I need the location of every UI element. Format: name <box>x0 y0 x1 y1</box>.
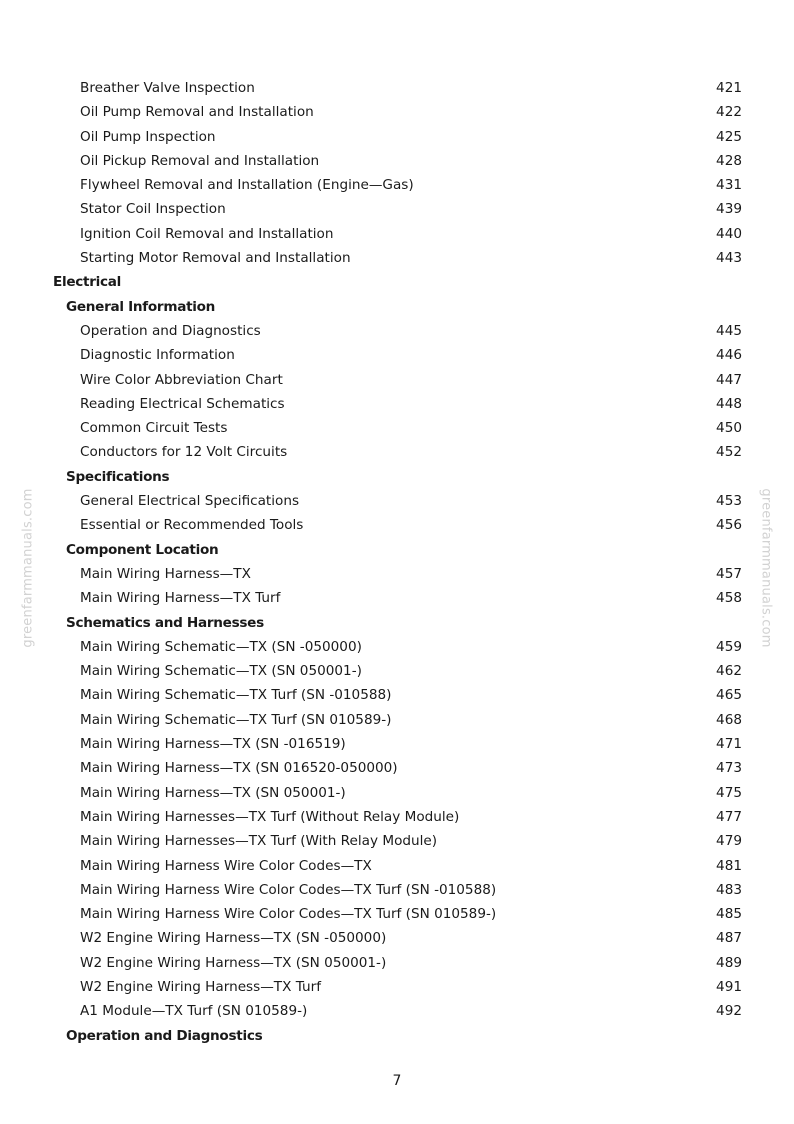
toc-entry <box>0 392 794 416</box>
toc-entry-title: Main Wiring Schematic—TX (SN -050000) <box>80 638 362 655</box>
toc-entry <box>0 100 794 124</box>
toc-entry-page-number: 485 <box>716 906 742 923</box>
toc-entry-page-number: 422 <box>716 104 742 121</box>
toc-entry-page-number: 452 <box>716 444 742 461</box>
toc-entry-page-number: 481 <box>716 857 742 874</box>
toc-entry-page-number: 445 <box>716 322 742 339</box>
toc-entry-page-number: 479 <box>716 833 742 850</box>
toc-entry <box>0 319 794 343</box>
toc-entry-title: Starting Motor Removal and Installation <box>80 250 351 267</box>
toc-entry-page-number: 477 <box>716 808 742 825</box>
toc-entry <box>0 440 794 464</box>
watermark-right: greenfarmmanuals.com <box>758 488 774 648</box>
toc-entry-page-number: 468 <box>716 711 742 728</box>
toc-section-heading <box>0 538 794 562</box>
page-number: 7 <box>392 1073 402 1089</box>
toc-entry <box>0 878 794 902</box>
toc-chapter-heading <box>0 270 794 294</box>
toc-entry <box>0 805 794 829</box>
toc-entry-title: General Information <box>66 298 216 315</box>
toc-entry <box>0 781 794 805</box>
toc-entry-title: Main Wiring Harness Wire Color Codes—TX Turf (SN 010589-) <box>80 906 497 923</box>
toc-entry <box>0 562 794 586</box>
toc-entry-page-number: 473 <box>716 760 742 777</box>
toc-entry-page-number: 443 <box>716 250 742 267</box>
toc-entry-page-number: 492 <box>716 1003 742 1020</box>
toc-entry <box>0 586 794 610</box>
toc-entry-page-number: 491 <box>716 978 742 995</box>
toc-entry-page-number: 421 <box>716 80 742 96</box>
toc-entry-title: General Electrical Specifications <box>80 493 300 510</box>
toc-entry-page-number: 471 <box>716 736 742 753</box>
toc-entry-title: W2 Engine Wiring Harness—TX (SN -050000) <box>80 930 387 947</box>
toc-entry <box>0 829 794 853</box>
toc-entry-page-number: 425 <box>716 128 742 145</box>
toc-entry-title: Main Wiring Schematic—TX (SN 050001-) <box>80 663 362 680</box>
toc-entry-page-number: 465 <box>716 687 742 704</box>
toc-entry <box>0 222 794 246</box>
toc-entry-page-number: 446 <box>716 347 742 364</box>
toc-section-heading <box>0 465 794 489</box>
toc-entry-title: Operation and Diagnostics <box>66 1027 263 1044</box>
toc-entry-title: Component Location <box>66 541 219 558</box>
toc-entry-title: Flywheel Removal and Installation (Engine—Gas) <box>80 177 414 194</box>
toc-entry <box>0 975 794 999</box>
toc-entry-page-number: 450 <box>716 420 742 437</box>
toc-entry-title: Schematics and Harnesses <box>66 614 264 631</box>
toc-entry-title: Specifications <box>66 468 170 485</box>
toc-entry <box>0 683 794 707</box>
toc-entry-title: W2 Engine Wiring Harness—TX (SN 050001-) <box>80 954 387 971</box>
toc-entry-title: Oil Pickup Removal and Installation <box>80 152 320 169</box>
toc-entry <box>0 951 794 975</box>
toc-entry-title: Operation and Diagnostics <box>80 322 261 339</box>
toc-entry <box>0 343 794 367</box>
toc-entry-title: A1 Module—TX Turf (SN 010589-) <box>80 1003 308 1020</box>
toc-entry-title: Main Wiring Harness—TX Turf <box>80 590 281 607</box>
toc-entry-title: Essential or Recommended Tools <box>80 517 304 534</box>
toc-entry-title: Ignition Coil Removal and Installation <box>80 225 334 242</box>
toc-entry-title: Diagnostic Information <box>80 347 235 364</box>
toc-entry <box>0 513 794 537</box>
toc-entry-page-number: 448 <box>716 395 742 412</box>
toc-entry-page-number: 456 <box>716 517 742 534</box>
toc-entry-title: Breather Valve Inspection <box>80 80 255 96</box>
toc-entry-page-number: 459 <box>716 638 742 655</box>
toc-entry <box>0 149 794 173</box>
toc-entry-title: Main Wiring Harness—TX <box>80 565 251 582</box>
toc-entry-page-number: 440 <box>716 225 742 242</box>
toc-entry-page-number: 428 <box>716 152 742 169</box>
toc-entry-page-number: 475 <box>716 784 742 801</box>
toc-entry <box>0 368 794 392</box>
toc-entry-title: Reading Electrical Schematics <box>80 395 285 412</box>
toc-entry <box>0 416 794 440</box>
toc-entry <box>0 173 794 197</box>
toc-entry-page-number: 431 <box>716 177 742 194</box>
toc-section-heading <box>0 1024 794 1048</box>
watermark-left: greenfarmmanuals.com <box>20 488 36 648</box>
toc-entry-title: Main Wiring Harness—TX (SN -016519) <box>80 736 346 753</box>
toc-section-heading <box>0 295 794 319</box>
toc-entry-title: Main Wiring Harness Wire Color Codes—TX <box>80 857 372 874</box>
toc-entry <box>0 999 794 1023</box>
toc-entry <box>0 246 794 270</box>
toc-entry-title: Main Wiring Harnesses—TX Turf (With Relay Module) <box>80 833 438 850</box>
toc-entry-page-number: 439 <box>716 201 742 218</box>
toc-entry <box>0 902 794 926</box>
toc-entry <box>0 854 794 878</box>
toc-entry-title: Main Wiring Harness Wire Color Codes—TX Turf (SN -010588) <box>80 881 497 898</box>
toc-entry-title: Electrical <box>53 274 121 291</box>
toc-entry-title: Common Circuit Tests <box>80 420 228 437</box>
toc-entry <box>0 926 794 950</box>
toc-entry <box>0 125 794 149</box>
toc-entry-title: Main Wiring Schematic—TX Turf (SN 010589-) <box>80 711 392 728</box>
toc-entry-title: Main Wiring Harnesses—TX Turf (Without Relay Module) <box>80 808 460 825</box>
toc-entry-page-number: 458 <box>716 590 742 607</box>
toc-entry-page-number: 489 <box>716 954 742 971</box>
toc-entry-title: Main Wiring Schematic—TX Turf (SN -010588) <box>80 687 392 704</box>
table-of-contents <box>0 76 794 1048</box>
toc-entry-title: Conductors for 12 Volt Circuits <box>80 444 288 461</box>
toc-entry-title: Stator Coil Inspection <box>80 201 226 218</box>
toc-entry-title: Main Wiring Harness—TX (SN 050001-) <box>80 784 346 801</box>
toc-entry <box>0 489 794 513</box>
toc-entry <box>0 659 794 683</box>
toc-entry <box>0 635 794 659</box>
toc-entry <box>0 197 794 221</box>
toc-entry <box>0 76 794 100</box>
toc-entry-page-number: 457 <box>716 565 742 582</box>
toc-entry-title: Main Wiring Harness—TX (SN 016520-050000) <box>80 760 398 777</box>
toc-entry-page-number: 447 <box>716 371 742 388</box>
toc-entry-title: Oil Pump Removal and Installation <box>80 104 314 121</box>
toc-entry-page-number: 462 <box>716 663 742 680</box>
toc-entry <box>0 756 794 780</box>
toc-entry-page-number: 483 <box>716 881 742 898</box>
toc-section-heading <box>0 611 794 635</box>
toc-entry-title: Oil Pump Inspection <box>80 128 216 145</box>
toc-entry <box>0 708 794 732</box>
toc-entry-title: W2 Engine Wiring Harness—TX Turf <box>80 978 321 995</box>
toc-entry-page-number: 487 <box>716 930 742 947</box>
toc-entry-title: Wire Color Abbreviation Chart <box>80 371 283 388</box>
toc-entry <box>0 732 794 756</box>
toc-entry-page-number: 453 <box>716 493 742 510</box>
